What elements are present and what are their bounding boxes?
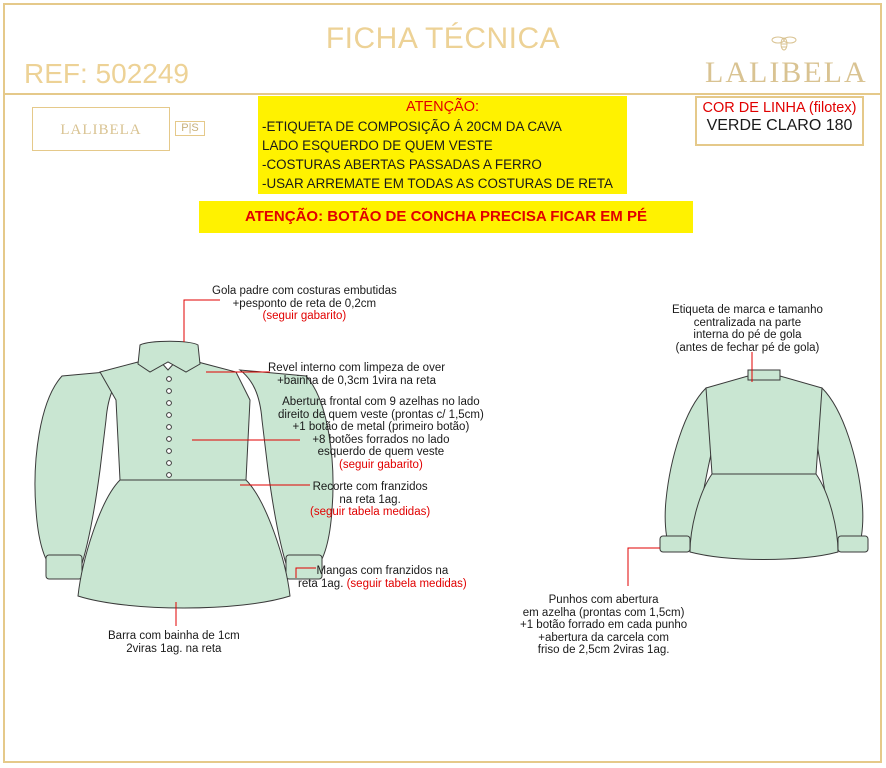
hem-note: [108, 630, 240, 655]
note-line: interna do pé de gola: [693, 329, 802, 341]
note-line: Gola padre com costuras embutidas: [212, 285, 397, 297]
note-inline-red: (seguir tabela medidas): [346, 577, 467, 590]
waist-seam-note: [310, 481, 430, 519]
note-line: centralizada na parte: [693, 316, 802, 329]
note-line: Mangas com franzidos na: [316, 565, 449, 577]
label-position-note: [672, 304, 823, 354]
note-line: Punhos com abertura: [548, 594, 659, 606]
revel-note: [268, 362, 445, 387]
note-line: +1 botão de metal (primeiro botão): [292, 421, 470, 433]
note-red-line: (seguir tabela medidas): [310, 506, 431, 518]
note-red-line: (seguir gabarito): [262, 310, 347, 322]
warning-heading: ATENÇÃO:: [405, 99, 480, 115]
note-inline-text: reta 1ag.: [298, 577, 347, 590]
note-line: 2viras 1ag. na reta: [126, 642, 222, 655]
note-line: (antes de fechar pé de gola): [675, 341, 820, 354]
note-line: +pesponto de reta de 0,2cm: [232, 297, 377, 310]
note-line: esquerdo de quem veste: [317, 446, 445, 458]
warning-line: LADO ESQUERDO DE QUEM VESTE: [262, 138, 493, 153]
note-line: +abertura da carcela com: [538, 631, 669, 644]
note-line: em azelha (prontas com 1,5cm): [522, 606, 685, 619]
note-line: na reta 1ag.: [339, 493, 401, 506]
note-line: Recorte com franzidos: [312, 481, 428, 493]
size-label-sample: P|S: [175, 121, 205, 136]
button-warning-banner: ATENÇÃO: BOTÃO DE CONCHA PRECISA FICAR EM PÉ: [199, 201, 693, 233]
brand-logo-text: LALIBELA: [705, 56, 868, 89]
front-opening-note: [278, 396, 484, 471]
brand-label-sample: LALIBELA: [32, 107, 170, 151]
back-view-blouse: [660, 370, 868, 560]
reference-code: REF: 502249: [24, 58, 189, 89]
cuffs-note: [520, 594, 687, 657]
sleeves-note: [298, 565, 467, 590]
thread-color-value: VERDE CLARO 180: [706, 117, 853, 134]
note-red-line: (seguir gabarito): [339, 458, 423, 471]
thread-color-label: COR DE LINHA (filotex): [702, 100, 857, 116]
front-placket-buttons: [167, 377, 172, 478]
collar-note: [212, 285, 397, 323]
page-title: FICHA TÉCNICA: [325, 22, 561, 55]
note-line: [298, 578, 467, 591]
note-line: +bainha de 0,3cm 1vira na reta: [277, 374, 436, 387]
note-line: +1 botão forrado em cada punho: [520, 619, 688, 631]
note-line: Etiqueta de marca e tamanho: [672, 304, 823, 316]
warning-line: -ETIQUETA DE COMPOSIÇÃO Á 20CM DA CAVA: [262, 119, 562, 134]
note-line: friso de 2,5cm 2viras 1ag.: [537, 644, 670, 656]
note-line: Barra com bainha de 1cm: [108, 630, 240, 642]
note-line: direito de quem veste (prontas c/ 1,5cm): [278, 408, 484, 421]
note-line: +8 botões forrados no lado: [312, 433, 450, 446]
warning-line: -USAR ARREMATE EM TODAS AS COSTURAS DE RETA: [262, 176, 613, 191]
note-line: Abertura frontal com 9 azelhas no lado: [282, 396, 480, 408]
note-line: Revel interno com limpeza de over: [268, 362, 446, 374]
warning-line: -COSTURAS ABERTAS PASSADAS A FERRO: [262, 157, 542, 172]
